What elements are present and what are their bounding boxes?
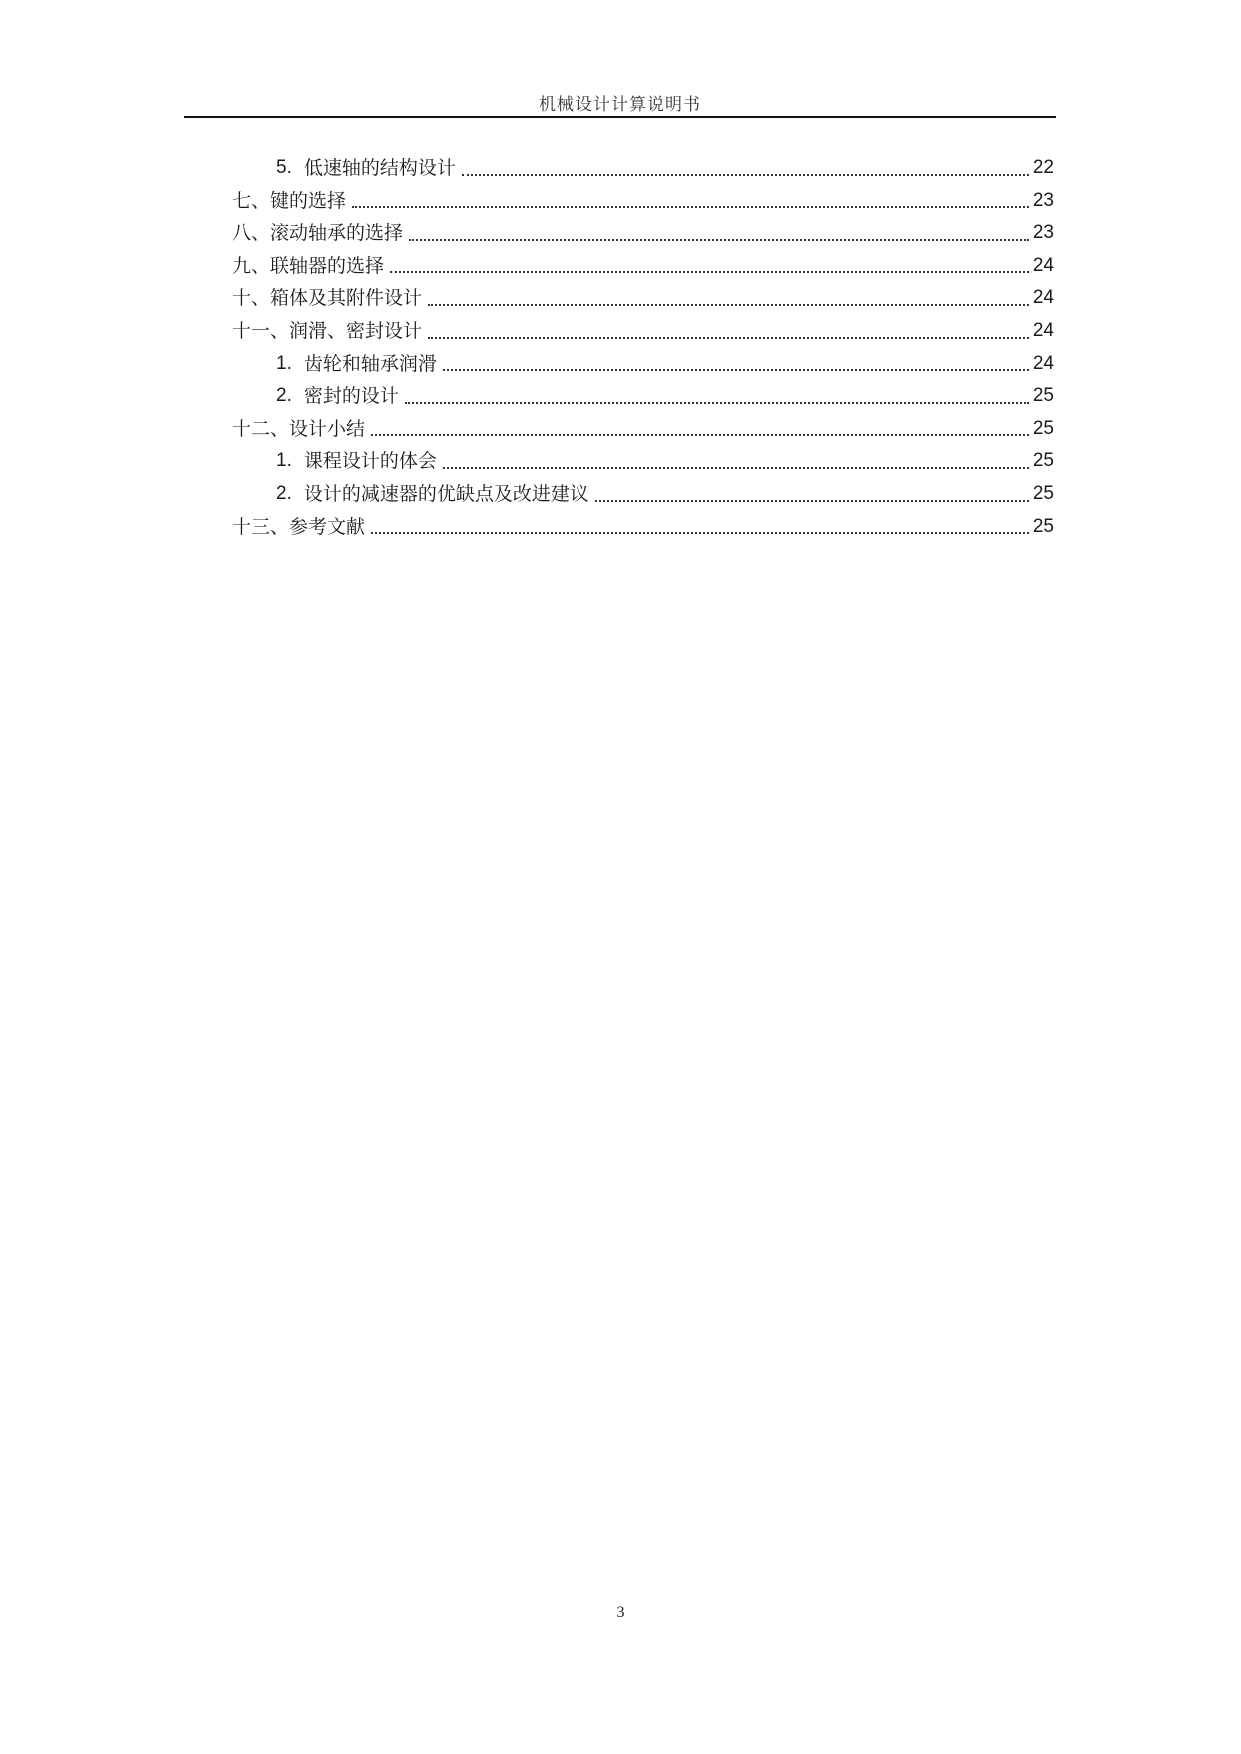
toc-entry-title: 低速轴的结构设计 (303, 157, 456, 179)
toc-entry-title: 十二、设计小结 (232, 417, 366, 440)
toc-dot-leader (405, 401, 1029, 404)
toc-entry[interactable] (232, 185, 1054, 218)
page-number: 3 (616, 1604, 625, 1621)
toc-entry[interactable] (232, 445, 1054, 478)
toc-entry-title: 十、箱体及其附件设计 (232, 287, 423, 310)
table-of-contents (232, 152, 1054, 543)
toc-entry-title: 密封的设计 (303, 385, 399, 408)
toc-dot-leader (352, 205, 1029, 208)
toc-entry-number: 5. (276, 157, 292, 178)
toc-dot-leader (443, 466, 1029, 469)
toc-entry-number: 2. (276, 482, 292, 504)
toc-entry[interactable] (232, 413, 1054, 446)
toc-entry[interactable] (232, 250, 1054, 283)
toc-entry-page: 23 (1032, 222, 1054, 244)
toc-entry-number: 1. (276, 352, 292, 374)
toc-entry-page: 24 (1032, 319, 1054, 341)
toc-entry-title: 七、键的选择 (232, 189, 347, 212)
toc-entry[interactable] (232, 282, 1054, 315)
toc-entry[interactable] (232, 511, 1054, 544)
toc-dot-leader (428, 336, 1029, 339)
toc-entry-page: 24 (1032, 352, 1054, 374)
toc-dot-leader (595, 499, 1029, 502)
toc-entry[interactable] (232, 152, 1054, 185)
toc-dot-leader (409, 238, 1029, 241)
toc-entry-page: 24 (1032, 254, 1054, 276)
toc-dot-leader (443, 368, 1029, 371)
toc-entry-page: 25 (1032, 515, 1054, 537)
toc-dot-leader (462, 173, 1029, 176)
toc-dot-leader (390, 270, 1029, 273)
toc-entry-page: 25 (1032, 385, 1054, 407)
toc-entry-title: 九、联轴器的选择 (232, 254, 385, 277)
toc-entry-title: 设计的减速器的优缺点及改进建议 (303, 482, 589, 505)
toc-entry-page: 24 (1032, 287, 1054, 309)
toc-entry[interactable] (232, 478, 1054, 511)
toc-entry-page: 25 (1032, 450, 1054, 472)
toc-entry-page: 25 (1032, 417, 1054, 439)
toc-entry-page: 23 (1032, 189, 1054, 211)
toc-dot-leader (371, 433, 1029, 436)
toc-entry[interactable] (232, 315, 1054, 348)
toc-entry-number: 1. (276, 450, 292, 472)
toc-dot-leader (428, 303, 1029, 306)
toc-entry-page: 22 (1032, 157, 1054, 178)
toc-entry[interactable] (232, 217, 1054, 250)
toc-entry-title: 课程设计的体会 (303, 450, 437, 473)
toc-entry[interactable] (232, 348, 1054, 381)
toc-entry-title: 十一、润滑、密封设计 (232, 319, 423, 342)
header-title: 机械设计计算说明书 (539, 95, 701, 115)
page-header (184, 86, 1056, 118)
toc-entry-page: 25 (1032, 482, 1054, 504)
toc-entry[interactable] (232, 380, 1054, 413)
toc-entry-title: 齿轮和轴承润滑 (303, 352, 437, 375)
toc-entry-title: 八、滚动轴承的选择 (232, 222, 404, 245)
toc-entry-number: 2. (276, 385, 292, 407)
toc-entry-title: 十三、参考文献 (232, 515, 366, 538)
toc-dot-leader (371, 531, 1029, 534)
